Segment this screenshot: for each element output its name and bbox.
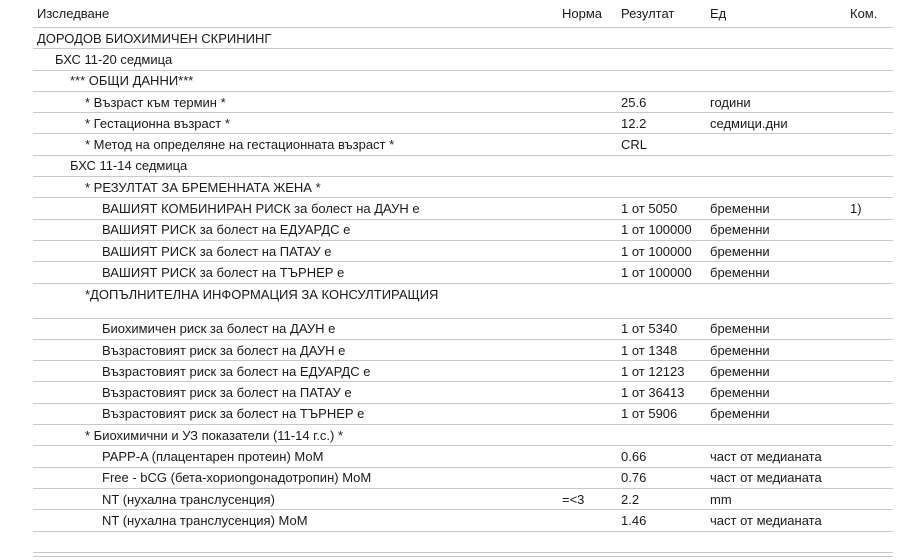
comment-cell [846,403,893,424]
test-name-cell: * Биохимични и УЗ показатели (11-14 г.с.) * [33,425,558,446]
comment-cell [846,339,893,360]
column-header-norm: Норма [558,0,617,28]
comment-cell [846,425,893,446]
test-name-cell: *** ОБЩИ ДАННИ*** [33,70,558,91]
comment-cell [846,361,893,382]
result-cell [617,28,706,49]
norm-cell [558,339,617,360]
table-row [33,155,893,176]
table-row [33,382,893,403]
test-name-cell: * Възраст към термин * [33,91,558,112]
norm-cell [558,91,617,112]
comment-cell [846,240,893,261]
result-cell: 2.2 [617,488,706,509]
result-cell [617,425,706,446]
unit-cell [706,177,846,198]
comment-cell [846,283,893,318]
table-row [33,134,893,155]
column-header-comment: Ком. [846,0,893,28]
unit-cell [706,425,846,446]
result-cell: 25.6 [617,91,706,112]
test-name-cell: ВАШИЯТ РИСК за болест на ТЪРНЕР е [33,262,558,283]
unit-cell: бременни [706,262,846,283]
comment-cell [846,219,893,240]
norm-cell [558,240,617,261]
table-row [33,198,893,219]
norm-cell: =<3 [558,488,617,509]
comment-cell [846,262,893,283]
test-name-cell: ВАШИЯТ КОМБИНИРАН РИСК за болест на ДАУН е [33,198,558,219]
norm-cell [558,467,617,488]
unit-cell: част от медианата [706,467,846,488]
table-row [33,446,893,467]
norm-cell [558,198,617,219]
result-cell: 1 от 5050 [617,198,706,219]
norm-cell [558,177,617,198]
bottom-divider [33,556,893,557]
unit-cell: част от медианата [706,510,846,531]
table-row [33,28,893,49]
unit-cell: бременни [706,240,846,261]
unit-cell [706,155,846,176]
comment-cell [846,113,893,134]
table-row [33,318,893,339]
norm-cell [558,446,617,467]
norm-cell [558,262,617,283]
test-name-cell: PAPP-A (плацентарен протеин) МоМ [33,446,558,467]
unit-cell: mm [706,488,846,509]
unit-cell: бременни [706,403,846,424]
test-name-cell: Възрастовият риск за болест на ЕДУАРДС е [33,361,558,382]
test-name-cell: NT (нухална транслусенция) МоМ [33,510,558,531]
test-name-cell: * Метод на определяне на гестационната възраст * [33,134,558,155]
unit-cell [706,49,846,70]
test-name-cell: ДОРОДОВ БИОХИМИЧЕН СКРИНИНГ [33,28,558,49]
comment-cell: 1) [846,198,893,219]
unit-cell [706,531,846,552]
norm-cell [558,155,617,176]
table-row [33,283,893,318]
table-row [33,510,893,531]
table-row [33,467,893,488]
test-name-cell [33,531,558,552]
norm-cell [558,531,617,552]
test-name-cell: Възрастовият риск за болест на ТЪРНЕР е [33,403,558,424]
result-cell: 1 от 36413 [617,382,706,403]
comment-cell [846,155,893,176]
result-cell [617,155,706,176]
norm-cell [558,403,617,424]
result-cell: 1 от 100000 [617,240,706,261]
table-row [33,531,893,552]
result-cell [617,70,706,91]
test-name-cell: * РЕЗУЛТАТ ЗА БРЕМЕННАТА ЖЕНА * [33,177,558,198]
unit-cell: бременни [706,318,846,339]
unit-cell: бременни [706,219,846,240]
unit-cell [706,28,846,49]
unit-cell: бременни [706,339,846,360]
test-name-cell: NT (нухална транслусенция) [33,488,558,509]
table-row [33,240,893,261]
table-row [33,262,893,283]
table-row [33,361,893,382]
result-cell: 1 от 1348 [617,339,706,360]
test-name-cell: Биохимичен риск за болест на ДАУН е [33,318,558,339]
test-name-cell: * Гестационна възраст * [33,113,558,134]
norm-cell [558,70,617,91]
test-name-cell: ВАШИЯТ РИСК за болест на ЕДУАРДС е [33,219,558,240]
column-header-unit: Ед [706,0,846,28]
unit-cell: бременни [706,361,846,382]
unit-cell: част от медианата [706,446,846,467]
unit-cell [706,283,846,318]
unit-cell: седмици.дни [706,113,846,134]
table-row [33,339,893,360]
result-cell: 1 от 5906 [617,403,706,424]
comment-cell [846,382,893,403]
unit-cell: бременни [706,382,846,403]
unit-cell: години [706,91,846,112]
result-cell: 0.66 [617,446,706,467]
comment-cell [846,531,893,552]
column-header-result: Резултат [617,0,706,28]
result-cell: 0.76 [617,467,706,488]
unit-cell [706,134,846,155]
result-cell: 1.46 [617,510,706,531]
unit-cell: бременни [706,198,846,219]
norm-cell [558,425,617,446]
comment-cell [846,318,893,339]
header-row [33,0,893,28]
comment-cell [846,177,893,198]
test-name-cell: БХС 11-14 седмица [33,155,558,176]
norm-cell [558,113,617,134]
table-row [33,177,893,198]
table-row [33,219,893,240]
norm-cell [558,28,617,49]
comment-cell [846,49,893,70]
result-cell [617,49,706,70]
comment-cell [846,467,893,488]
test-name-cell: Free - bCG (бета-хориongонадотропин) МоМ [33,467,558,488]
unit-cell [706,70,846,91]
result-cell: 1 от 100000 [617,219,706,240]
table-row [33,113,893,134]
results-table-body [33,28,893,553]
norm-cell [558,382,617,403]
comment-cell [846,91,893,112]
result-cell: 1 от 100000 [617,262,706,283]
result-cell [617,177,706,198]
norm-cell [558,49,617,70]
norm-cell [558,134,617,155]
result-cell: 1 от 12123 [617,361,706,382]
result-cell [617,531,706,552]
comment-cell [846,510,893,531]
comment-cell [846,70,893,91]
norm-cell [558,318,617,339]
table-row [33,70,893,91]
test-name-cell: *ДОПЪЛНИТЕЛНА ИНФОРМАЦИЯ ЗА КОНСУЛТИРАЩИЯ [33,283,558,318]
norm-cell [558,283,617,318]
results-table [33,0,893,553]
result-cell: CRL [617,134,706,155]
table-row [33,425,893,446]
comment-cell [846,28,893,49]
test-name-cell: ВАШИЯТ РИСК за болест на ПАТАУ е [33,240,558,261]
comment-cell [846,446,893,467]
test-name-cell: Възрастовият риск за болест на ПАТАУ е [33,382,558,403]
norm-cell [558,219,617,240]
column-header-test: Изследване [33,0,558,28]
table-row [33,91,893,112]
norm-cell [558,510,617,531]
test-name-cell: Възрастовият риск за болест на ДАУН е [33,339,558,360]
table-row [33,403,893,424]
result-cell: 12.2 [617,113,706,134]
table-row [33,49,893,70]
comment-cell [846,134,893,155]
result-cell: 1 от 5340 [617,318,706,339]
norm-cell [558,361,617,382]
results-table-header [33,0,893,28]
result-cell [617,283,706,318]
test-name-cell: БХС 11-20 седмица [33,49,558,70]
table-row [33,488,893,509]
comment-cell [846,488,893,509]
